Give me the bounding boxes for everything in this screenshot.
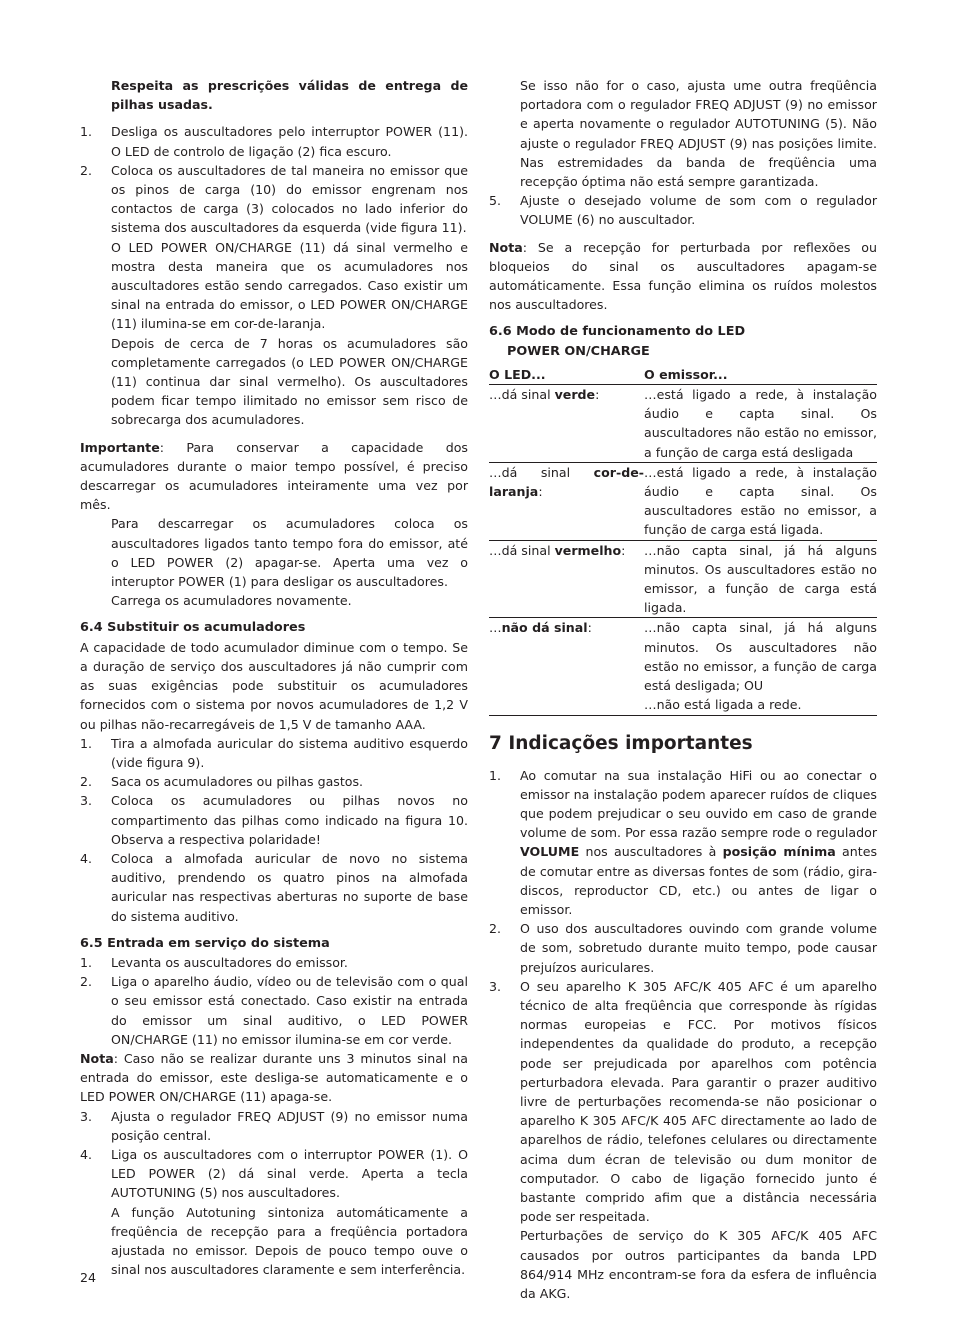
text-run: Ao comutar na sua instalação HiFi ou ao conectar o emissor na instalação podem aparecer ruídos de cliques que podem prejudicar o seu ouvido em caso de grande volume de som. Por essa razão sempre rode o regulador <box>520 767 877 841</box>
cell-text: …não está ligada a rede. <box>644 697 802 713</box>
list-item <box>489 977 877 1227</box>
paragraph: Carrega os acumuladores novamente. <box>111 593 352 609</box>
list-text: Liga os auscultadores com o interruptor POWER (1). O LED POWER (2) dá sinal verde. Aperta a tecla AUTOTUNING (5) nos auscultadores. <box>111 1146 468 1201</box>
list-text: Levanta os auscultadores do emissor. <box>111 954 348 970</box>
list-number: 3. <box>80 1108 93 1124</box>
list-item <box>489 191 877 229</box>
table-row <box>489 540 877 618</box>
list-item <box>80 161 468 238</box>
list-text: Coloca a almofada auricular de novo no sistema auditivo, prendendo os quatro pinos na almofada auricular nas respectivas aberturas no suporte de base do sistema auditivo. <box>111 850 468 924</box>
nota-note <box>80 1049 468 1107</box>
cell-text: …dá sinal <box>489 464 594 480</box>
nota-note <box>489 238 877 315</box>
table-cell-led <box>489 540 644 618</box>
table-cell-led <box>489 385 644 463</box>
table-cell-led <box>489 462 644 540</box>
table-row <box>489 385 877 463</box>
page-number: 24 <box>80 1270 97 1285</box>
cell-text: : <box>595 387 600 403</box>
text-run-bold: posição mínima <box>722 844 836 860</box>
list-number: 2. <box>489 921 502 937</box>
cell-text: …dá sinal <box>489 542 555 558</box>
text-run: antes de comutar entre as diversas fontes de som (rádio, gira-discos, reproductor CD, etc.) ou antes de ligar o emissor. <box>520 844 878 917</box>
list-number: 5. <box>489 193 502 209</box>
list-number: 1. <box>80 124 93 140</box>
list-item <box>489 919 877 977</box>
table-cell-led <box>489 618 644 715</box>
list-text: Tira a almofada auricular do sistema auditivo esquerdo (vide figura 9). <box>111 735 468 770</box>
table-cell-desc <box>644 618 877 715</box>
list-number: 3. <box>489 978 502 994</box>
note-label: Importante <box>80 439 160 455</box>
cell-text: : <box>587 620 592 636</box>
paragraph: Perturbações de serviço do K 305 AFC/K 405 AFC causados por outros participantes da banda LPD 864/914 MHz encontram-se fora da esfera de influência da AKG. <box>520 1228 877 1301</box>
list-item <box>80 972 468 1049</box>
battery-disposal-note: Respeita as prescrições válidas de entrega de pilhas usadas. <box>111 78 468 113</box>
paragraph: A capacidade de todo acumulador diminue com o tempo. Se a duração de serviço dos auscultadores já não cumprir com as suas exigências pode substituir os acumuladores fornecidos com o sistema por novos acumuladores de 1,2 V ou pilhas não-recarregáveis de 1,5 V de tamanho AAA. <box>80 639 468 732</box>
section-heading-6-6: 6.6 Modo de funcionamento do LED <box>489 324 746 340</box>
list-number: 2. <box>80 774 93 790</box>
led-color: verde <box>554 387 596 403</box>
cell-text: : <box>538 484 543 500</box>
paragraph: A função Autotuning sintoniza automáticamente a freqüência de recepção para a freqüência portadora ajustada no emissor. Depois de pouco tempo ouve o sinal nos auscultadores claramente e sem interferência. <box>111 1204 468 1278</box>
paragraph: Depois de cerca de 7 horas os acumuladores são completamente carregados (o LED POWER ON/CHARGE (11) continua dar sinal vermelho). Os auscultadores podem ficar tempo ilimitado no emissor sem risco de sobrecarga dos acumuladores. <box>111 335 468 428</box>
right-column <box>489 76 877 1303</box>
table-cell-desc: …está ligado a rede, à instalação áudio e capta sinal. Os auscultadores estão no emissor, a função de carga está ligada. <box>644 462 877 540</box>
list-text: O uso dos auscultadores ouvindo com grande volume de som, sobretudo durante muito tempo, pode causar prejuízos auriculares. <box>520 921 877 975</box>
paragraph: Se isso não for o caso, ajusta ume outra freqüência portadora com o regulador FREQ ADJUST (9) no emissor e aperta novamente o regulador AUTOTUNING (5). Não ajuste o regulador FREQ ADJUST (9) nas posições limite. Nas estremidades da banda de freqüência uma recepção óptima não está sempre garantizada. <box>520 78 877 190</box>
paragraph: O LED POWER ON/CHARGE (11) dá sinal vermelho e mostra desta maneira que os acumuladores nos auscultadores estão sendo carregados. Caso existir um sinal na entrada do emissor, o LED POWER ON/CHARGE (11) ilumina-se em cor-de-laranja. <box>111 239 468 332</box>
list-number: 1. <box>80 954 93 970</box>
list-item <box>489 766 877 920</box>
note-text: : Se a recepção for perturbada por reflexões ou bloqueios do sinal os auscultadores apagam-se automáticamente. Essa função elimina os ruídos molestos nos auscultadores. <box>489 239 877 313</box>
list-item <box>80 1107 468 1145</box>
list-item <box>80 849 468 926</box>
list-text: O seu aparelho K 305 AFC/K 405 AFC é um aparelho técnico de alta freqüência que corresponde às rígidas normas europeias e FCC. Por motivos físicos independentes da qualidade do produto, a recepção pode ser prejudicada por aparelhos com potência perturbadora elevada. Para garantir o prazer auditivo livre de perturbações recomenda-se não posicionar o aparelho K 305 AFC/K 405 AFC directamente ao lado de aparelhos de rádio, telefones celulares ou directamente acima dum écran de televisão ou dum monitor de computador. O cabo de ligação fornecido junto é bastante comprido afim que a distância necessária pode ser respeitada. <box>520 978 877 1225</box>
cell-text: …não capta sinal, já há alguns minutos. Os auscultadores não estão no emissor, a função de carga está desligada; OU <box>644 620 877 694</box>
list-item <box>80 122 468 160</box>
list-text: Liga o aparelho áudio, vídeo ou de televisão com o qual o seu emissor está conectado. Caso existir na entrada do emissor um sinal auditivo, o LED POWER ON/CHARGE (11) no emissor ilumina-se em cor verde. <box>111 974 468 1047</box>
note-label: Nota <box>489 239 523 255</box>
list-text: Ajusta o regulador FREQ ADJUST (9) no emissor numa posição central. <box>111 1108 468 1143</box>
list-item <box>80 734 468 772</box>
list-number: 2. <box>80 162 93 178</box>
list-item <box>80 953 468 972</box>
table-header: O emissor... <box>644 365 877 385</box>
section-heading-6-5: 6.5 Entrada em serviço do sistema <box>80 935 330 951</box>
led-color: cor-de-laranja <box>489 464 644 500</box>
table-cell-desc: …está ligado a rede, à instalação áudio e capta sinal. Os auscultadores não estão no emissor, a função de carga está desligada <box>644 385 877 463</box>
list-number: 4. <box>80 1146 93 1162</box>
importante-note <box>80 438 468 515</box>
list-item <box>80 791 468 849</box>
text-run: nos auscultadores à <box>579 844 723 860</box>
list-number: 1. <box>80 735 93 751</box>
list-text <box>520 766 877 920</box>
list-number: 4. <box>80 850 93 866</box>
list-item <box>80 772 468 791</box>
led-status-table <box>489 365 877 716</box>
list-number: 2. <box>80 974 93 990</box>
paragraph: Para descarregar os acumuladores coloca os auscultadores ligados tanto tempo fora do emissor, até o LED POWER (2) apagar-se. Aperta uma vez o interuptor POWER (1) para desligar os auscultadores. <box>111 516 468 590</box>
section-heading-7: 7 Indicações importantes <box>489 732 753 754</box>
table-row <box>489 618 877 715</box>
table-header-row <box>489 365 877 385</box>
list-text: Ajuste o desejado volume de som com o regulador VOLUME (6) no auscultador. <box>520 193 877 228</box>
list-text: Desliga os auscultadores pelo interruptor POWER (11). O LED de controlo de ligação (2) fica escuro. <box>111 124 468 159</box>
led-color: não dá sinal <box>501 620 588 636</box>
text-run-bold: VOLUME <box>520 844 580 860</box>
list-item <box>80 1145 468 1203</box>
left-column <box>80 76 468 1279</box>
note-text: : Para conservar a capacidade dos acumuladores durante o maior tempo possível, é preciso descarregar os acumuladores inteiramente uma vez por mês. <box>80 439 468 513</box>
list-number: 3. <box>80 793 93 809</box>
list-number: 1. <box>489 767 502 783</box>
cell-text: : <box>621 542 626 558</box>
note-label: Nota <box>80 1050 114 1066</box>
cell-text: … <box>489 620 502 636</box>
cell-text: …dá sinal <box>489 387 555 403</box>
table-header: O LED... <box>489 365 644 385</box>
list-text: Coloca os auscultadores de tal maneira no emissor que os pinos de carga (10) do emissor engrenam nos contactos de carga (3) colocados no lado inferior do sistema dos auscultadores da esquerda (vide figura 11). <box>111 162 468 236</box>
list-text: Coloca os acumuladores ou pilhas novos no compartimento das pilhas como indicado na figura 10. Observa a respectiva polaridade! <box>111 793 468 847</box>
table-row <box>489 462 877 540</box>
table-cell-desc: …não capta sinal, já há alguns minutos. Os auscultadores estão no emissor, a função de carga está ligada. <box>644 540 877 618</box>
section-heading-6-6-sub: POWER ON/CHARGE <box>507 343 650 359</box>
list-text: Saca os acumuladores ou pilhas gastos. <box>111 774 364 790</box>
section-heading-6-4: 6.4 Substituir os acumuladores <box>80 620 306 636</box>
note-text: : Caso não se realizar durante uns 3 minutos sinal na entrada do emissor, este desliga-se automaticamente e o LED POWER ON/CHARGE (11) apaga-se. <box>80 1050 468 1105</box>
led-color: vermelho <box>554 542 622 558</box>
